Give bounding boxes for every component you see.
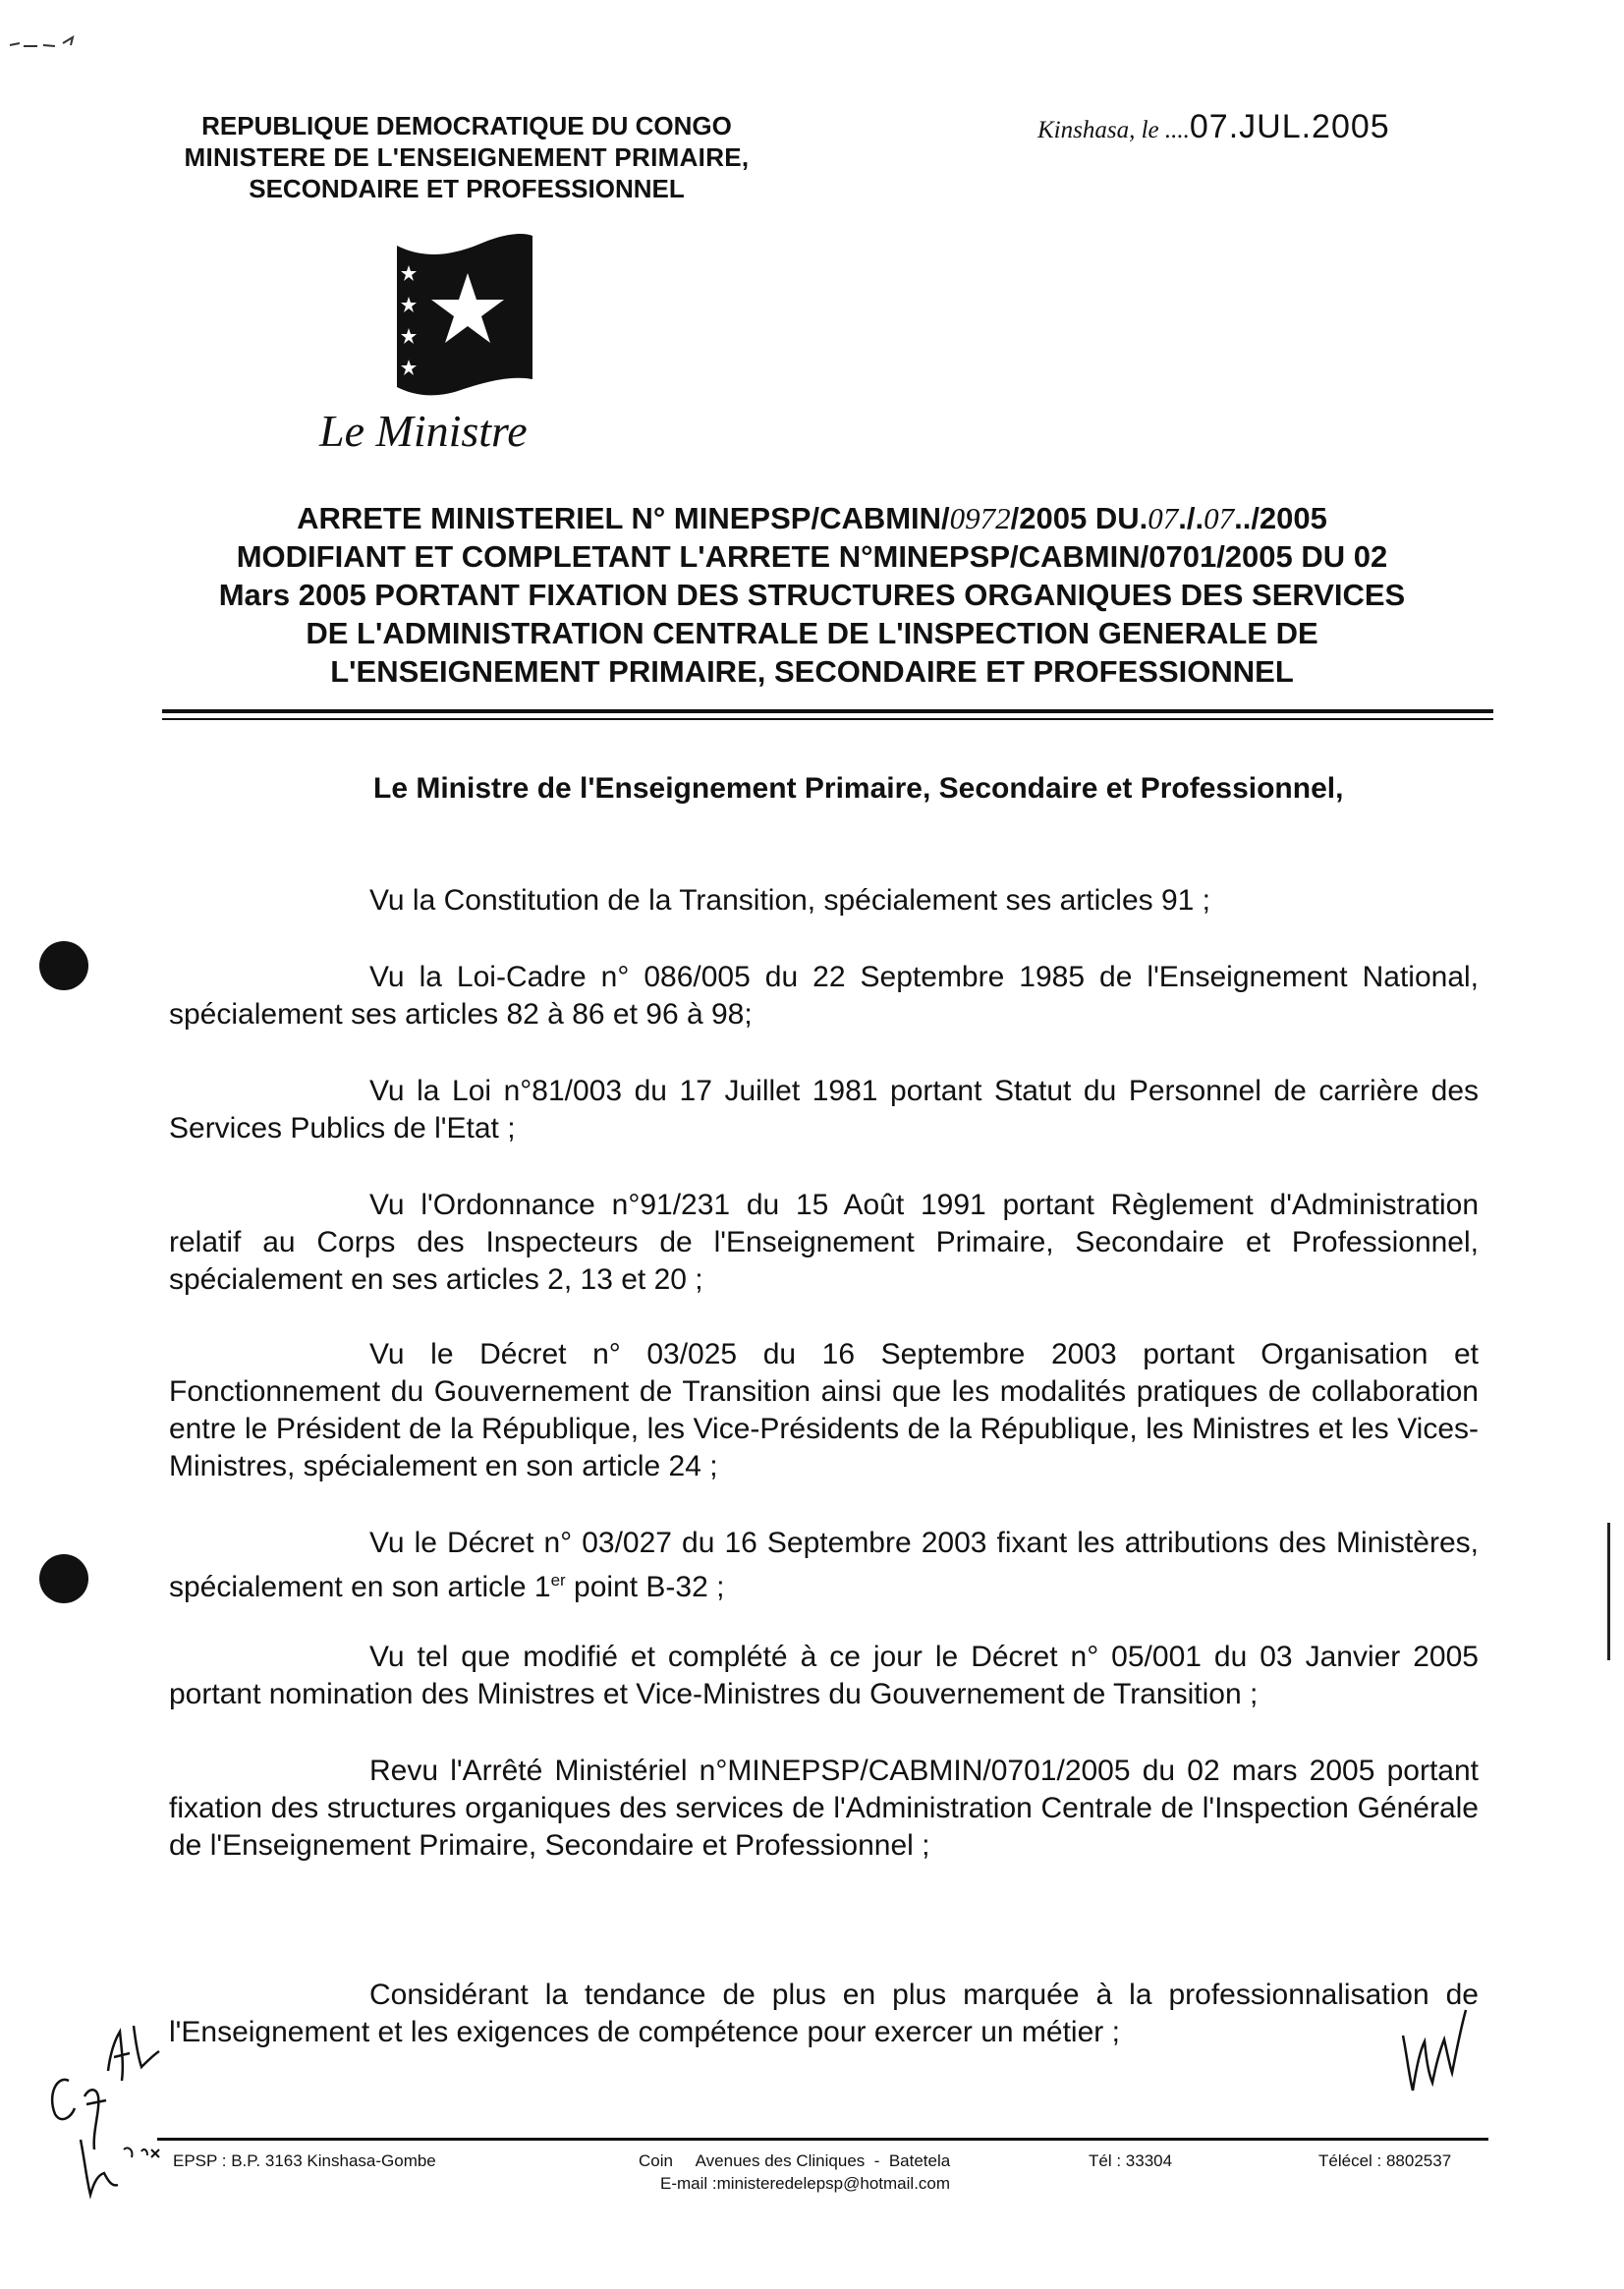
date-stamp: 07.JUL.2005 <box>1189 108 1390 145</box>
ministry-name-line2: SECONDAIRE ET PROFESSIONNEL <box>249 174 685 203</box>
title-line1-sep: ./. <box>1178 501 1204 535</box>
paragraph-decret-attributions: Vu le Décret n° 03/027 du 16 Septembre 2003 fixant les attributions des Ministères, spécialement en son article 1er point B-32 ; <box>169 1527 1479 1603</box>
scan-marks-icon <box>8 33 126 53</box>
paragraph-decret-organisation: Vu le Décret n° 03/025 du 16 Septembre 2003 portant Organisation et Fonctionnement du Gouvernement de Transition ainsi que les modalités pratiques de collaboration entre le Président de la République, les Vice-Présidents de la République, les Ministres et les Vices-Ministres, spécialement en son article 24 ; <box>169 1338 1479 1482</box>
title-line2: MODIFIANT ET COMPLETANT L'ARRETE N°MINEPSP/CABMIN/0701/2005 DU 02 <box>236 539 1388 574</box>
handwritten-paraph-icon <box>39 2002 177 2248</box>
footer-divider <box>157 2138 1488 2141</box>
decree-day-handwritten: 07 <box>1148 501 1179 535</box>
title-line3: Mars 2005 PORTANT FIXATION DES STRUCTURES ORGANIQUES DES SERVICES <box>218 578 1406 612</box>
title-line1-mid: /2005 DU. <box>1010 501 1148 535</box>
addressee: Le Ministre de l'Enseignement Primaire, Secondaire et Professionnel, <box>373 772 1344 805</box>
ministry-name-line1: MINISTERE DE L'ENSEIGNEMENT PRIMAIRE, <box>184 142 750 172</box>
header-block <box>147 110 786 204</box>
decree-number-handwritten: 0972 <box>949 501 1011 535</box>
paragraph-constitution: Vu la Constitution de la Transition, spécialement ses articles 91 ; <box>369 884 1210 917</box>
title-line1 <box>147 499 1477 537</box>
handwritten-initials-icon <box>1395 2006 1474 2094</box>
paragraph-ordonnance: Vu l'Ordonnance n°91/231 du 15 Août 1991 portant Règlement d'Administration relatif au Corps des Inspecteurs de l'Enseignement Primaire, Secondaire et Professionnel, spécialement en ses articles 2, 13 et 20 ; <box>169 1189 1479 1296</box>
paragraph-loi-cadre: Vu la Loi-Cadre n° 086/005 du 22 Septembre 1985 de l'Enseignement National, spécialement ses articles 82 à 86 et 96 à 98; <box>169 961 1479 1031</box>
footer-address: Coin Avenues des Cliniques - Batetela <box>639 2151 951 2170</box>
margin-mark <box>1607 1523 1610 1660</box>
title-divider-bottom <box>162 718 1493 720</box>
footer-postal: EPSP : B.P. 3163 Kinshasa-Gombe <box>173 2151 436 2170</box>
title-line1-prefix: ARRETE MINISTERIEL N° MINEPSP/CABMIN/ <box>297 501 950 535</box>
footer-tel: Tél : 33304 <box>1089 2151 1173 2170</box>
footer-email: E-mail :ministeredelepsp@hotmail.com <box>660 2174 951 2193</box>
decree-month-handwritten: 07 <box>1204 501 1235 535</box>
title-line4: DE L'ADMINISTRATION CENTRALE DE L'INSPECTION GENERALE DE <box>306 616 1318 650</box>
title-line1-suffix: ../2005 <box>1234 501 1327 535</box>
footer-telecel: Télécel : 8802537 <box>1318 2151 1452 2170</box>
punch-hole-top <box>39 941 88 990</box>
place-dots: .... <box>1164 117 1190 143</box>
punch-hole-bottom <box>39 1554 88 1603</box>
paragraph-loi-statut: Vu la Loi n°81/003 du 17 Juillet 1981 portant Statut du Personnel de carrière des Services Publics de l'Etat ; <box>169 1075 1479 1144</box>
paragraph-decret-nomination: Vu tel que modifié et complété à ce jour le Décret n° 05/001 du 03 Janvier 2005 portant nomination des Ministres et Vice-Ministres du Gouvernement de Transition ; <box>169 1641 1479 1710</box>
country-name: REPUBLIQUE DEMOCRATIQUE DU CONGO <box>201 111 732 140</box>
decree-title <box>147 499 1477 691</box>
place-prefix: Kinshasa, le <box>1037 117 1159 143</box>
paragraph-considerant: Considérant la tendance de plus en plus marquée à la professionnalisation de l'Enseignement et les exigences de compétence pour exercer un métier ; <box>169 1979 1479 2048</box>
place-date <box>1037 108 1470 146</box>
minister-title: Le Ministre <box>319 406 528 456</box>
paragraph-arrete-revu: Revu l'Arrêté Ministériel n°MINEPSP/CABMIN/0701/2005 du 02 mars 2005 portant fixation des structures organiques des services de l'Administration Centrale de l'Inspection Générale de l'Enseignement Primaire, Secondaire et Professionnel ; <box>169 1755 1479 1862</box>
title-divider-top <box>162 709 1493 713</box>
star-flag-emblem-icon <box>389 232 536 399</box>
title-line5: L'ENSEIGNEMENT PRIMAIRE, SECONDAIRE ET PROFESSIONNEL <box>330 654 1294 689</box>
